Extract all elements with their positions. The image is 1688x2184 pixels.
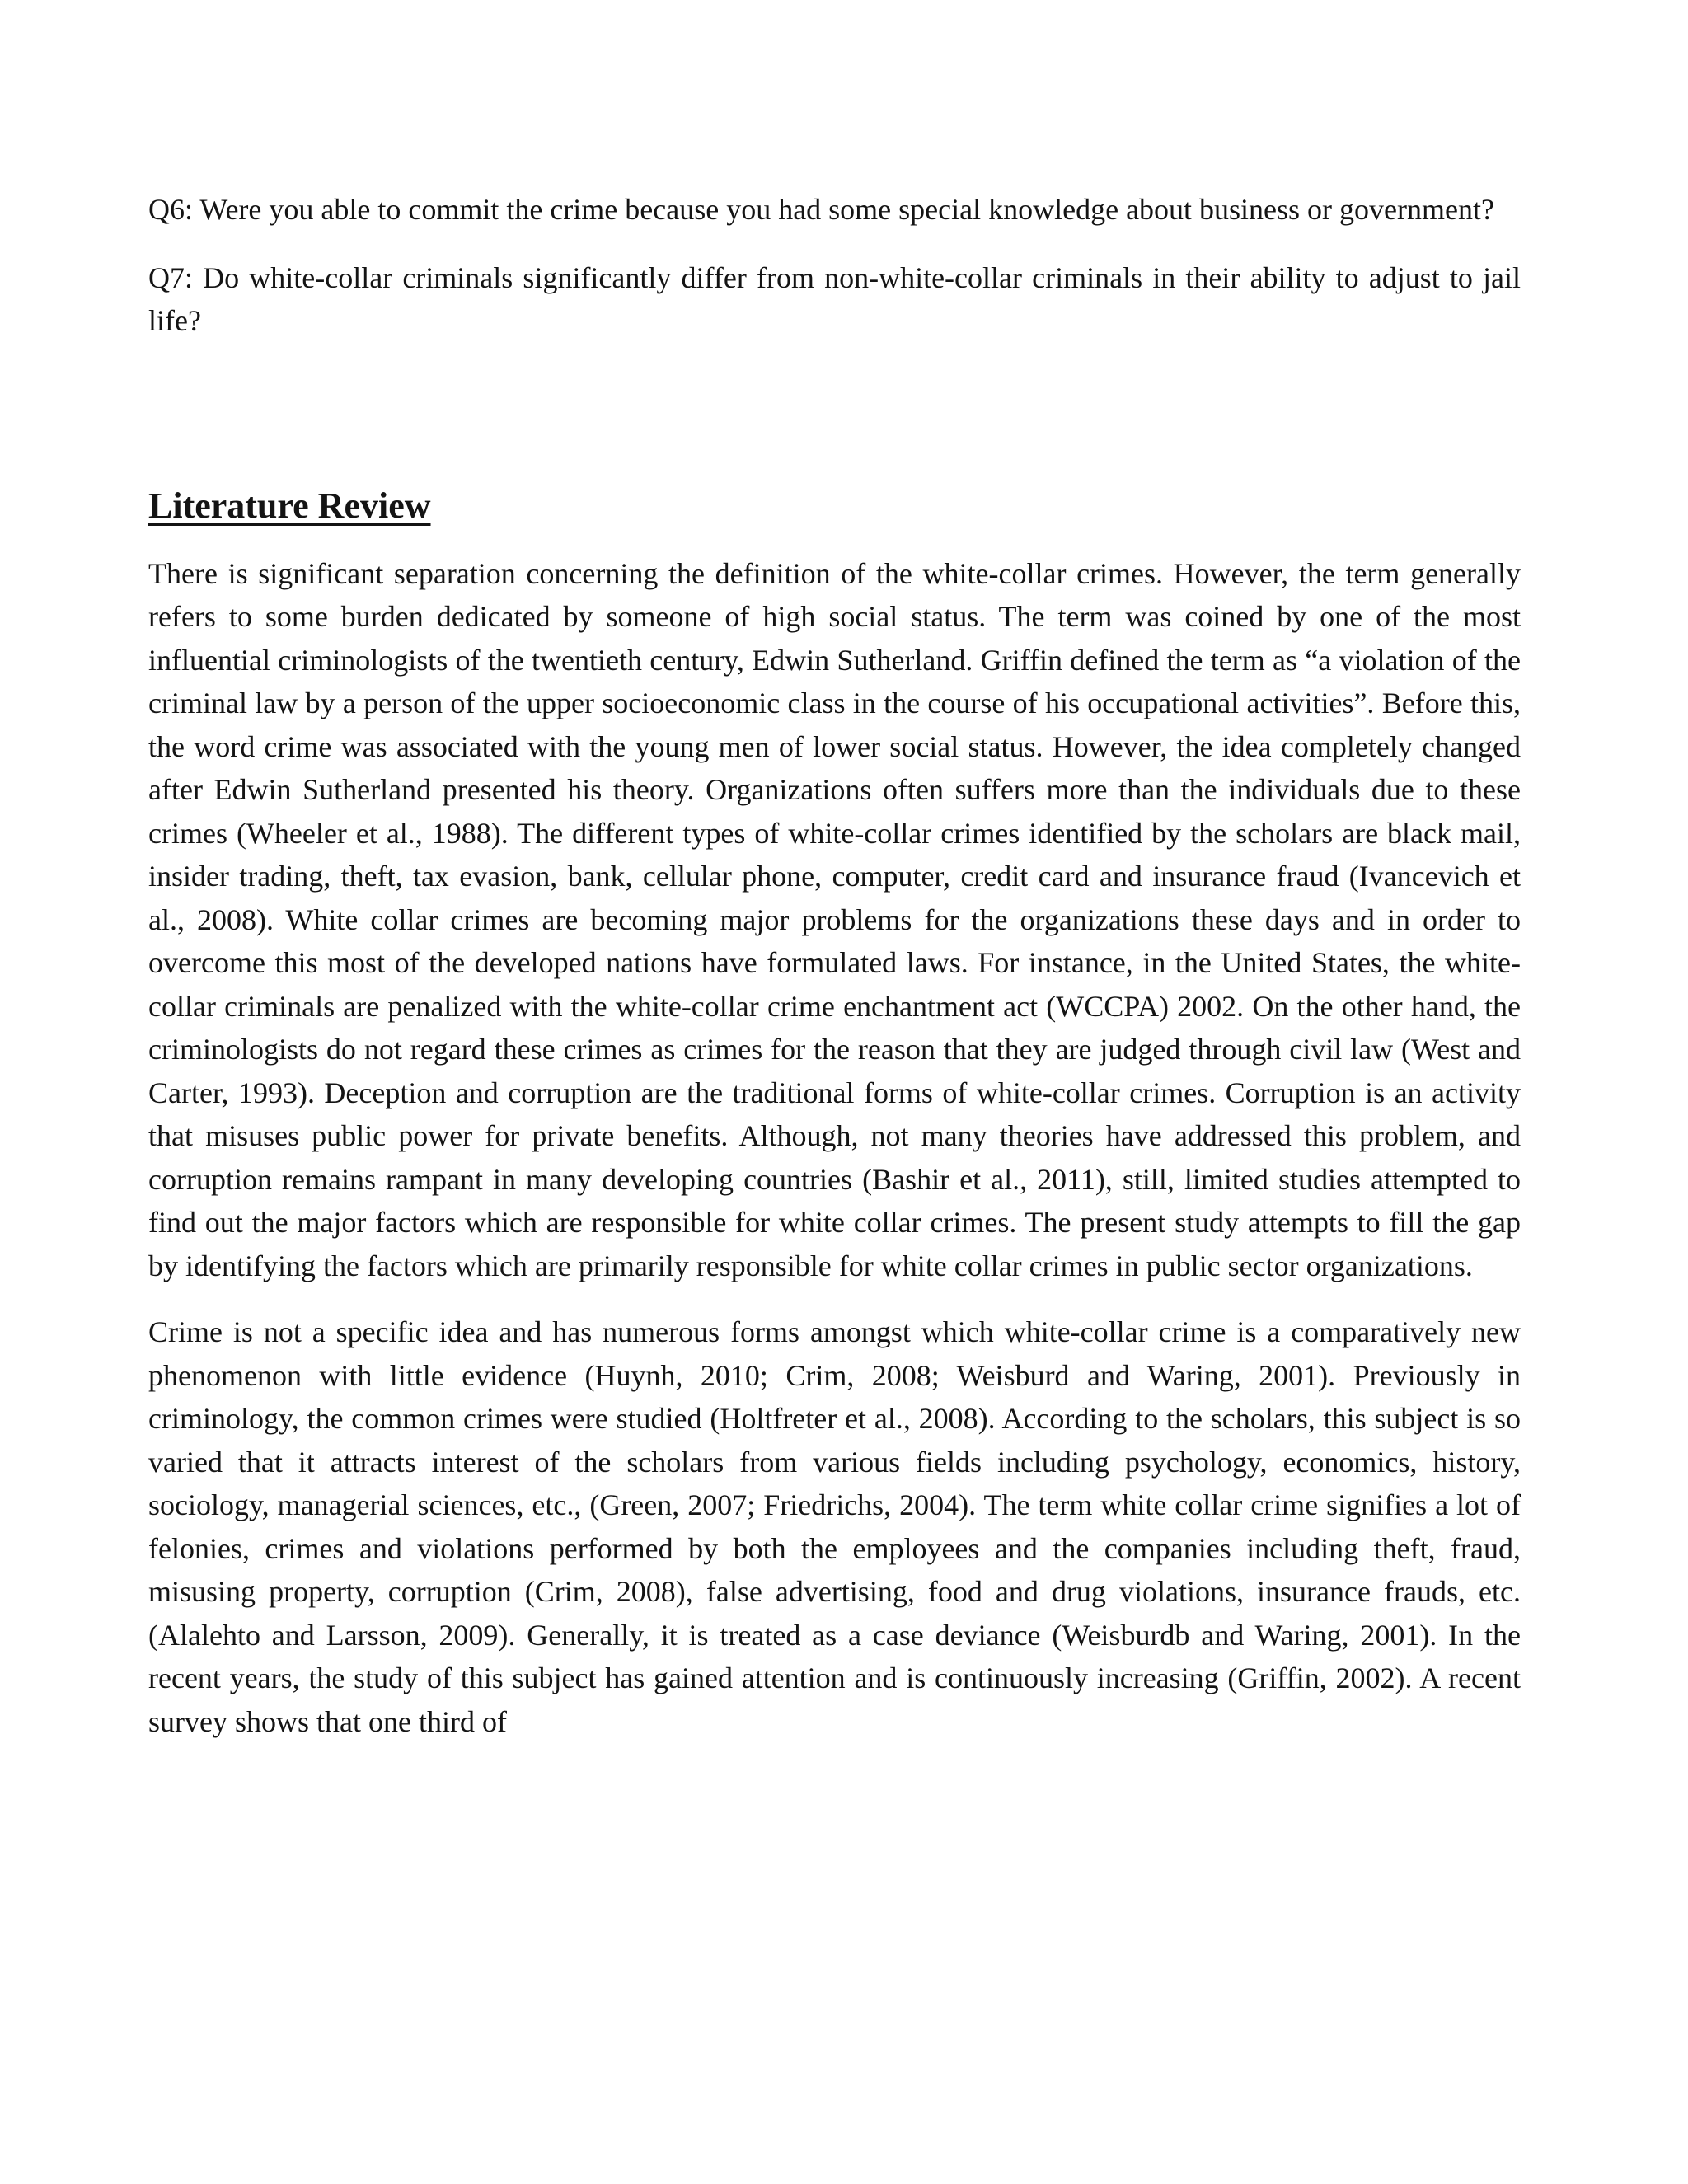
section-heading: Literature Review bbox=[148, 485, 431, 526]
question-q7: Q7: Do white-collar criminals significantly differ from non-white-collar criminals in their ability to adjust to jail life? bbox=[148, 260, 1521, 337]
body-paragraph: There is significant separation concerning the definition of the white-collar crimes. However, the term generally refers to some burden dedicated by someone of high social status. The term was coined by one of the most influential criminologists of the twentieth century, Edwin Sutherland. Griffin defined the term as “a violation of the criminal law by a person of the upper socioeconomic class in the course of his occupational activities”. Before this, the word crime was associated with the young men of lower social status. However, the idea completely changed after Edwin Sutherland presented his theory. Organizations often suffers more than the individuals due to these crimes (Wheeler et al., 1988). The different types of white-collar crimes identified by the scholars are black mail, insider trading, theft, tax evasion, bank, cellular phone, computer, credit card and insurance fraud (Ivancevich et al., 2008). White collar crimes are becoming major problems for the organizations these days and in order to overcome this most of the developed nations have formulated laws. For instance, in the United States, the white-collar criminals are penalized with the white-collar crime enchantment act (WCCPA) 2002. On the other hand, the criminologists do not regard these crimes as crimes for the reason that they are judged through civil law (West and Carter, 1993). Deception and corruption are the traditional forms of white-collar crimes. Corruption is an activity that misuses public power for private benefits. Although, not many theories have addressed this problem, and corruption remains rampant in many developing countries (Bashir et al., 2011), still, limited studies attempted to find out the major factors which are responsible for white collar crimes. The present study attempts to fill the gap by identifying the factors which are primarily responsible for white collar crimes in public sector organizations. bbox=[148, 556, 1521, 1282]
question-q6: Q6: Were you able to commit the crime because you had some special knowledge about business or government? bbox=[148, 193, 1494, 226]
page-content bbox=[148, 188, 1521, 1743]
body-paragraph: Crime is not a specific idea and has numerous forms amongst which white-collar crime is a comparatively new phenomenon with little evidence (Huynh, 2010; Crim, 2008; Weisburd and Waring, 2001). Previously in criminology, the common crimes were studied (Holtfreter et al., 2008). According to the scholars, this subject is so varied that it attracts interest of the scholars from various fields including psychology, economics, history, sociology, managerial sciences, etc., (Green, 2007; Friedrichs, 2004). The term white collar crime signifies a lot of felonies, crimes and violations performed by both the employees and the companies including theft, fraud, misusing property, corruption (Crim, 2008), false advertising, food and drug violations, insurance frauds, etc. (Alalehto and Larsson, 2009). Generally, it is treated as a case deviance (Weisburdb and Waring, 2001). In the recent years, the study of this subject has gained attention and is continuously increasing (Griffin, 2002). A recent survey shows that one third of bbox=[148, 1315, 1521, 1738]
